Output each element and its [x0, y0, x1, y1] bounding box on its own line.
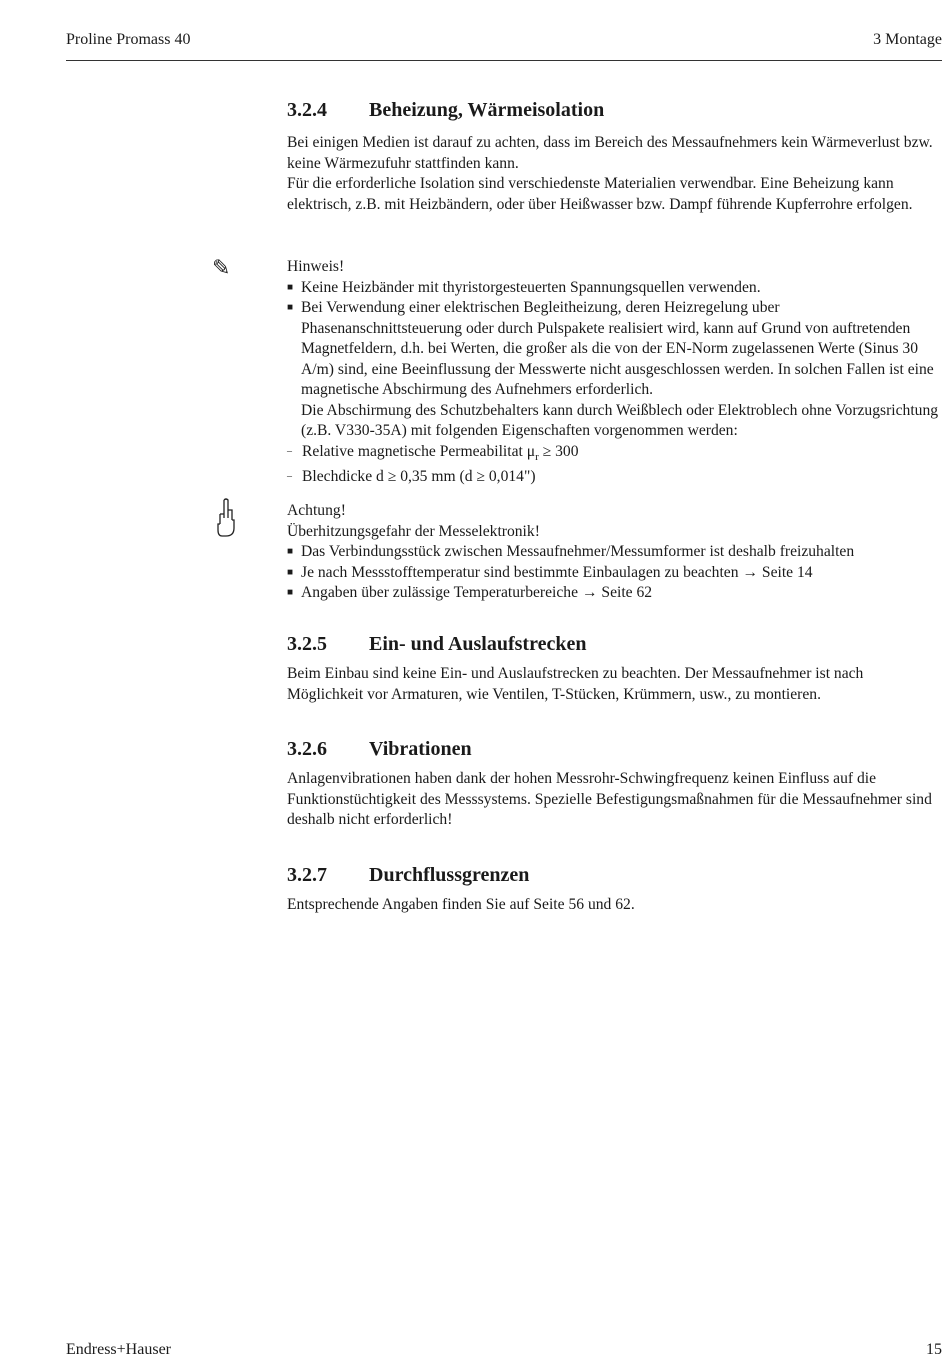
header-chapter: 3 Montage — [873, 31, 942, 48]
header-product: Proline Promass 40 — [66, 31, 191, 48]
pencil-icon: ✎ — [212, 256, 231, 281]
header-rule — [66, 60, 942, 61]
note-block — [287, 257, 942, 488]
section-title: Ein- und Auslaufstrecken — [369, 633, 587, 655]
section-heading — [287, 98, 942, 122]
dash-item — [287, 442, 942, 468]
paragraph: Bei einigen Medien ist darauf zu achten, dass im Bereich des Messaufnehmers kein Wärmeverlust bzw. keine Wärmezufuhr stattfinden kann. — [287, 134, 933, 172]
paragraph: Anlagenvibrationen haben dank der hohen Messrohr-Schwingfrequenz keinen Einfluss auf die Funktionstüchtigkeit des Messsystems. Spezielle Befestigungsmaßnahmen für die Messaufnehmer sind deshalb nicht erforderlich! — [287, 770, 932, 828]
section-heading — [287, 632, 942, 656]
section-3-2-6 — [287, 737, 942, 831]
section-title: Vibrationen — [369, 738, 472, 760]
section-heading — [287, 737, 942, 761]
dash-item: – Blechdicke d ≥ 0,35 mm (d ≥ 0,014") — [287, 467, 942, 488]
section-number: 3.2.7 — [287, 864, 327, 886]
page-number: 15 — [926, 1341, 942, 1358]
subscript: r — [535, 450, 539, 463]
list-item — [287, 298, 942, 488]
list-item-text: Die Abschirmung des Schutzbehalters kann durch Weißblech oder Elektroblech ohne Vorzugsrichtung (z.B. V330-35A) mit folgenden Eigenschaften vorgenommen werden: — [301, 401, 939, 439]
note-list — [287, 278, 942, 488]
section-heading — [287, 863, 942, 887]
warning-block — [287, 501, 942, 604]
list-item-text: Bei Verwendung einer elektrischen Begleitheizung, deren Heizregelung uber Phasenanschnittsteuerung oder durch Pulspakete realisiert wird, kann auf Grund von auftretenden Magnetfeldern, d.h. bei Werten, die großer als die von der EN-Norm zugelassenen Werte (Sinus 30 A/m) sind, eine Beeinflussung der Messwerte nicht ausgeschlossen werden. In solchen Fallen ist eine magnetische Abschirmung des Aufnehmers erforderlich. — [301, 299, 934, 398]
section-3-2-7 — [287, 863, 942, 916]
section-3-2-4 — [287, 98, 942, 215]
dash-list — [287, 442, 942, 488]
section-title: Beheizung, Wärmeisolation — [369, 99, 605, 121]
paragraph: Beim Einbau sind keine Ein- und Auslaufstrecken zu beachten. Der Messaufnehmer ist nach Möglichkeit vor Armaturen, wie Ventilen, T-Stücken, Krümmern, usw., zu montieren. — [287, 665, 864, 703]
list-item: ■ Je nach Messstofftemperatur sind bestimmte Einbaulagen zu beachten → Seite 14 — [287, 563, 942, 584]
paragraph: Für die erforderliche Isolation sind verschiedenste Materialien verwendbar. Eine Beheizung kann elektrisch, z.B. mit Heizbändern, oder über Heißwasser bzw. Dampf führende Kupferrohre erfolgen. — [287, 175, 913, 213]
warning-title: Achtung! — [287, 502, 346, 519]
note-title: Hinweis! — [287, 258, 345, 275]
warning-subtitle: Überhitzungsgefahr der Messelektronik! — [287, 522, 540, 540]
section-number: 3.2.4 — [287, 99, 327, 121]
section-title: Durchflussgrenzen — [369, 864, 530, 886]
section-number: 3.2.5 — [287, 633, 327, 655]
list-item: ■ Das Verbindungsstück zwischen Messaufnehmer/Messumformer ist deshalb freizuhalten — [287, 542, 942, 563]
dash-item-text: Relative magnetische Permeabilitat μ — [302, 442, 536, 460]
pointing-hand-icon — [214, 498, 238, 542]
footer-company: Endress+Hauser — [66, 1341, 171, 1358]
paragraph: Entsprechende Angaben finden Sie auf Seite 56 und 62. — [287, 896, 635, 913]
warning-list — [287, 542, 942, 604]
dash-item-text: ≥ 300 — [538, 442, 579, 460]
section-3-2-5 — [287, 632, 942, 705]
list-item: ■ Angaben über zulässige Temperaturbereiche → Seite 62 — [287, 583, 942, 604]
section-number: 3.2.6 — [287, 738, 327, 760]
list-item: ■ Keine Heizbänder mit thyristorgesteuerten Spannungsquellen verwenden. — [287, 278, 942, 299]
